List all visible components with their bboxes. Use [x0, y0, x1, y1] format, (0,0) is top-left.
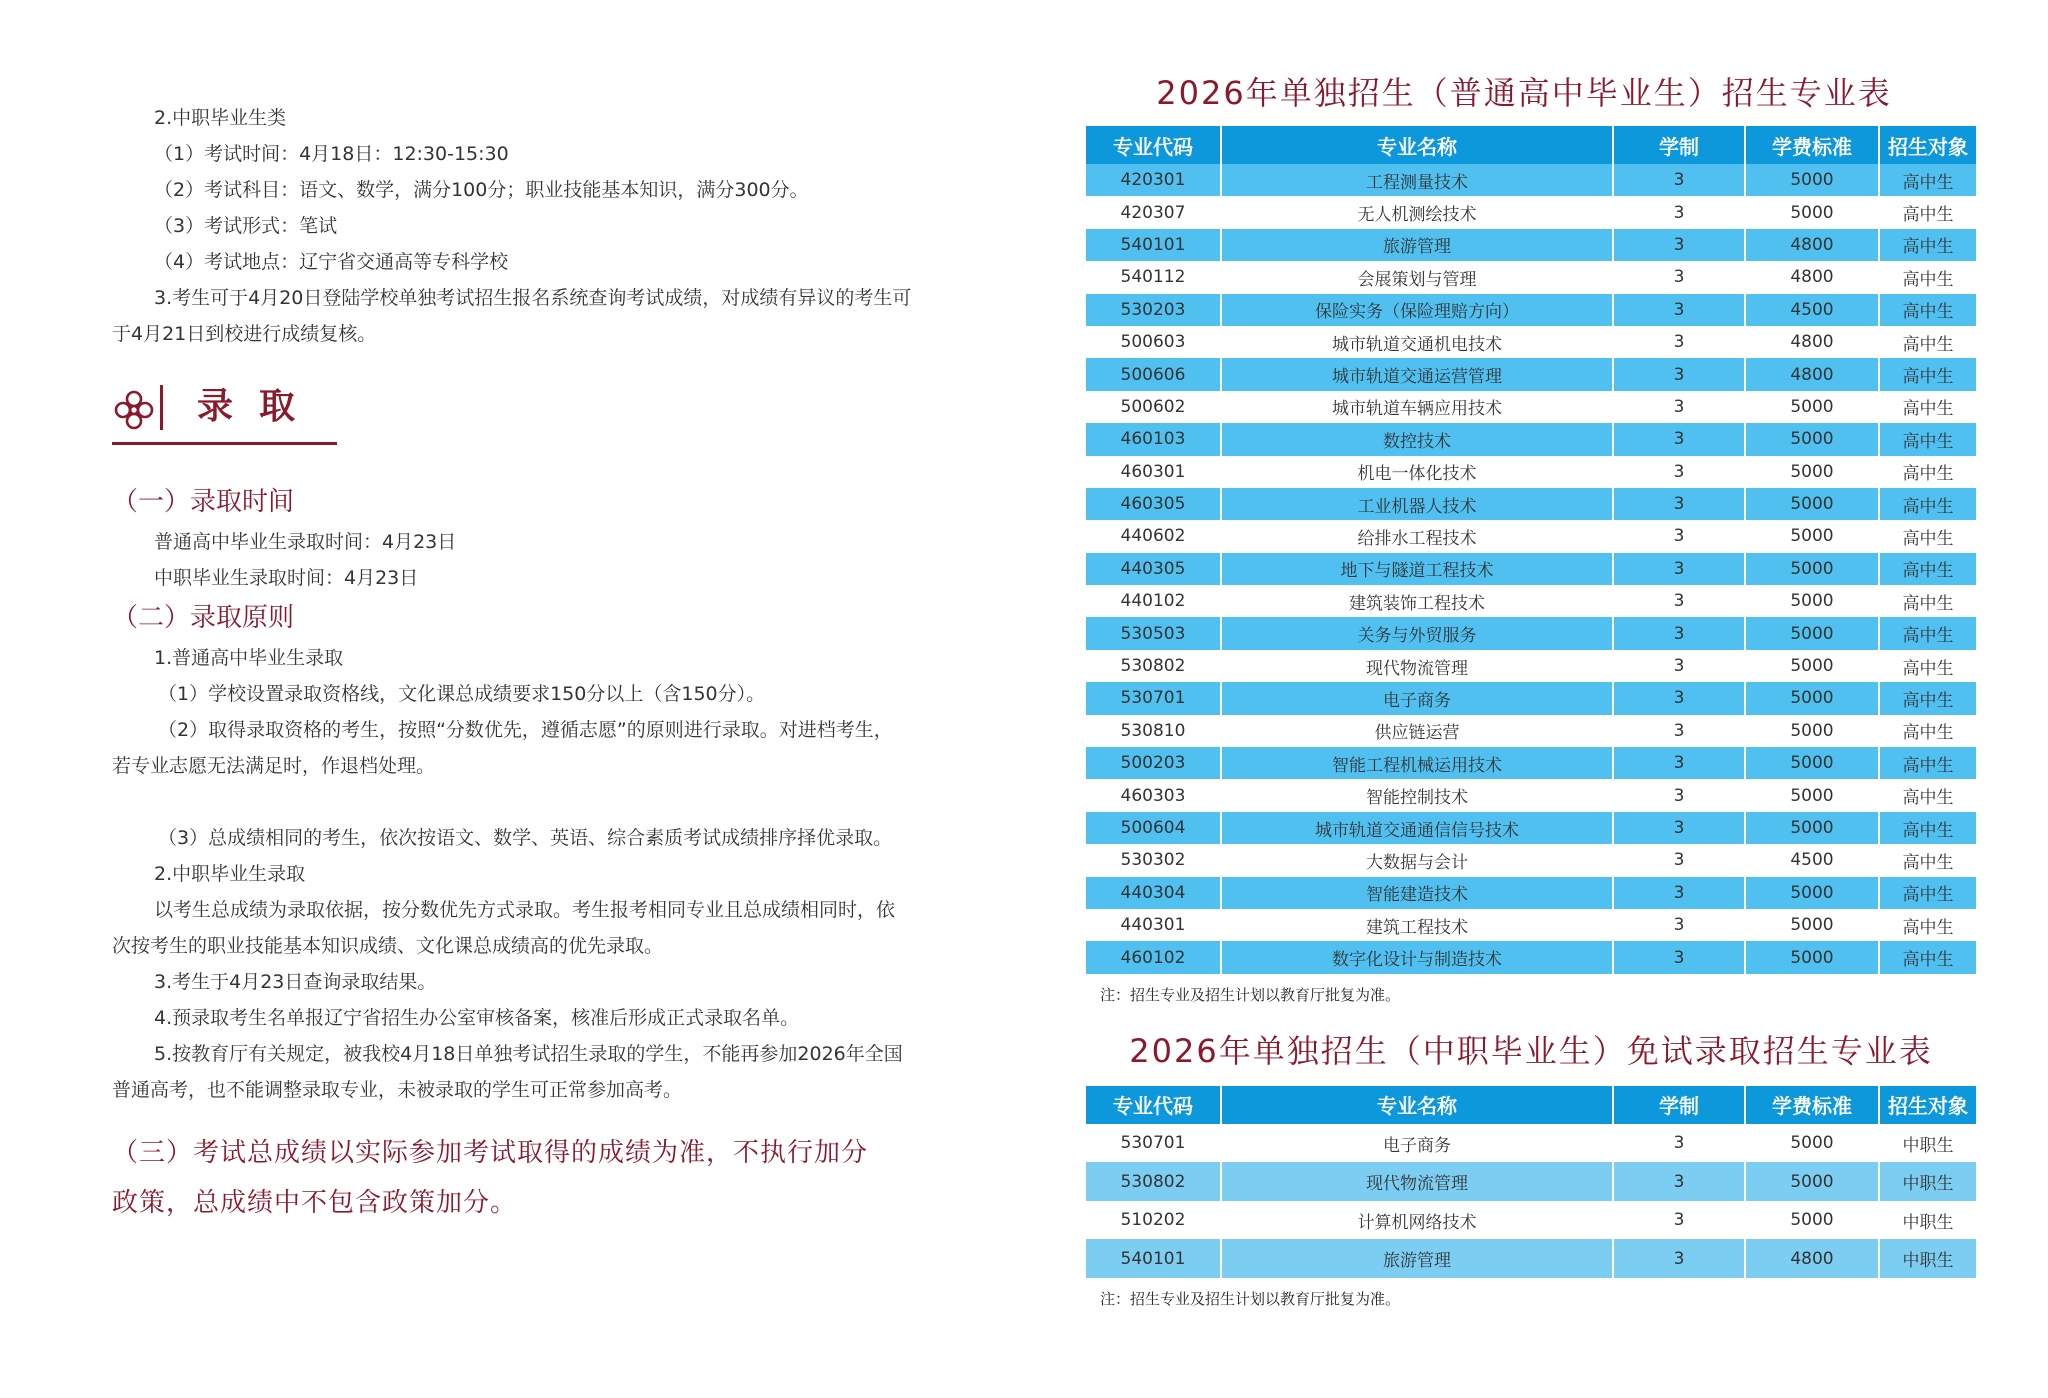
table-header: [1086, 126, 1976, 164]
table-cell: 3: [1614, 1239, 1746, 1278]
text-line: （1）学校设置录取资格线，文化课总成绩要求150分以上（含150分）。: [158, 683, 766, 705]
table-row: [1086, 1201, 1976, 1240]
table-cell: 5000: [1746, 391, 1880, 423]
table-cell: 3: [1614, 488, 1746, 520]
table-cell: 大数据与会计: [1222, 844, 1614, 876]
table-cell: 460102: [1086, 941, 1222, 973]
table-cell: 3: [1614, 747, 1746, 779]
table-row: [1086, 812, 1976, 844]
table-cell: 城市轨道交通机电技术: [1222, 326, 1614, 358]
section-divider: [160, 385, 163, 430]
table-cell: 中职生: [1902, 1174, 1954, 1195]
table-cell: 440305: [1086, 553, 1222, 585]
table-cell: 5000: [1746, 1124, 1880, 1163]
table-cell: 510202: [1086, 1201, 1222, 1240]
table-cell: 530701: [1086, 1124, 1222, 1163]
section-title: 录取: [197, 386, 322, 427]
table-cell: 现代物流管理: [1222, 650, 1614, 682]
table-cell: 5000: [1746, 812, 1880, 844]
table-cell: 3: [1614, 1201, 1746, 1240]
table-cell: 5000: [1746, 488, 1880, 520]
table-cell: 500606: [1086, 358, 1222, 390]
table-row: [1086, 682, 1976, 714]
table-cell: 420307: [1086, 196, 1222, 228]
program-table-vocational: [1086, 1086, 1976, 1278]
table-cell: 4800: [1746, 261, 1880, 293]
exam-line: （4）考试地点：辽宁省交通高等专科学校: [154, 251, 509, 273]
table-row: [1086, 747, 1976, 779]
table-cell: 3: [1614, 844, 1746, 876]
table-cell: 高中生: [1902, 820, 1954, 841]
text-line: 3.考生于4月23日查询录取结果。: [154, 971, 437, 993]
table-cell: 智能建造技术: [1222, 877, 1614, 909]
policy-note: 政策，总成绩中不包含政策加分。: [112, 1188, 518, 1218]
table-cell: 高中生: [1902, 302, 1954, 323]
table-cell: 高中生: [1902, 528, 1954, 549]
table-cell: 3: [1614, 520, 1746, 552]
table-cell: 智能控制技术: [1222, 779, 1614, 811]
table-cell: 高中生: [1902, 950, 1954, 971]
text-line: 以考生总成绩为录取依据，按分数优先方式录取。考生报考相同专业且总成绩相同时，依: [154, 899, 896, 921]
table-cell: 5000: [1746, 585, 1880, 617]
text-line: （3）总成绩相同的考生，依次按语文、数学、英语、综合素质考试成绩排序择优录取。: [158, 827, 893, 849]
table-cell: 420301: [1086, 164, 1222, 196]
table-cell: 城市轨道车辆应用技术: [1222, 391, 1614, 423]
table-cell: 高中生: [1902, 755, 1954, 776]
table-header: [1086, 1086, 1976, 1124]
table-cell: 中职生: [1902, 1251, 1954, 1272]
table-cell: 5000: [1746, 196, 1880, 228]
table-cell: 5000: [1746, 617, 1880, 649]
table-cell: 高中生: [1902, 399, 1954, 420]
table-cell: 3: [1614, 294, 1746, 326]
table-cell: 高中生: [1902, 464, 1954, 485]
table-cell: 高中生: [1902, 852, 1954, 873]
table-cell: 530810: [1086, 715, 1222, 747]
table-cell: 4800: [1746, 229, 1880, 261]
table-row: [1086, 1239, 1976, 1278]
table-cell: 3: [1614, 585, 1746, 617]
table-cell: 500604: [1086, 812, 1222, 844]
table-cell: 3: [1614, 617, 1746, 649]
table-cell: 5000: [1746, 747, 1880, 779]
table-cell: 4800: [1746, 326, 1880, 358]
table-cell: 440102: [1086, 585, 1222, 617]
section-underline: [112, 442, 337, 445]
table-cell: 5000: [1746, 164, 1880, 196]
policy-note: （三）考试总成绩以实际参加考试取得的成绩为准，不执行加分: [112, 1138, 869, 1168]
header-cell: 学制: [1614, 126, 1746, 164]
table-cell: 3: [1614, 391, 1746, 423]
table-cell: 高中生: [1902, 367, 1954, 388]
header-cell: 专业代码: [1086, 1086, 1222, 1124]
table-cell: 540101: [1086, 1239, 1222, 1278]
table-title: 2026年单独招生（中职毕业生）免试录取招生专业表: [1129, 1031, 1933, 1070]
table-cell: 3: [1614, 196, 1746, 228]
table-cell: 高中生: [1902, 269, 1954, 290]
table-cell: 3: [1614, 1162, 1746, 1201]
text-line: 1.普通高中毕业生录取: [154, 647, 344, 669]
table-cell: 5000: [1746, 909, 1880, 941]
table-cell: 中职生: [1902, 1212, 1954, 1233]
table-cell: 460301: [1086, 456, 1222, 488]
table-cell: 460303: [1086, 779, 1222, 811]
table-cell: 高中生: [1902, 723, 1954, 744]
table-cell: 3: [1614, 682, 1746, 714]
table-cell: 3: [1614, 877, 1746, 909]
table-cell: 保险实务（保险理赔方向）: [1222, 294, 1614, 326]
table-row: [1086, 650, 1976, 682]
table-cell: 500603: [1086, 326, 1222, 358]
table-cell: 无人机测绘技术: [1222, 196, 1614, 228]
table-cell: 智能工程机械运用技术: [1222, 747, 1614, 779]
table-row: [1086, 909, 1976, 941]
table-cell: 建筑工程技术: [1222, 909, 1614, 941]
table-cell: 现代物流管理: [1222, 1162, 1614, 1201]
text-line: 若专业志愿无法满足时，作退档处理。: [112, 755, 436, 777]
table-cell: 530802: [1086, 1162, 1222, 1201]
table-cell: 440602: [1086, 520, 1222, 552]
table-cell: 关务与外贸服务: [1222, 617, 1614, 649]
table-cell: 440304: [1086, 877, 1222, 909]
table-cell: 数控技术: [1222, 423, 1614, 455]
table-cell: 电子商务: [1222, 682, 1614, 714]
table-cell: 3: [1614, 941, 1746, 973]
table-cell: 4800: [1746, 1239, 1880, 1278]
table-cell: 机电一体化技术: [1222, 456, 1614, 488]
exam-line: （1）考试时间：4月18日：12:30-15:30: [154, 143, 509, 165]
table-cell: 3: [1614, 909, 1746, 941]
exam-line: （2）考试科目：语文、数学，满分100分；职业技能基本知识，满分300分。: [154, 179, 809, 201]
table-cell: 3: [1614, 650, 1746, 682]
subsection-title: （一）录取时间: [112, 487, 295, 517]
table-cell: 高中生: [1902, 205, 1954, 226]
table-row: [1086, 520, 1976, 552]
table-cell: 3: [1614, 715, 1746, 747]
header-cell: 招生对象: [1888, 1094, 1968, 1119]
table-cell: 4800: [1746, 358, 1880, 390]
table-cell: 5000: [1746, 682, 1880, 714]
table-row: [1086, 261, 1976, 293]
table-cell: 会展策划与管理: [1222, 261, 1614, 293]
exam-line: （3）考试形式：笔试: [154, 215, 338, 237]
table-cell: 500602: [1086, 391, 1222, 423]
table-cell: 530302: [1086, 844, 1222, 876]
table-cell: 4500: [1746, 294, 1880, 326]
header-cell: 专业名称: [1222, 1086, 1614, 1124]
table-cell: 4500: [1746, 844, 1880, 876]
table-row: [1086, 326, 1976, 358]
table-row: [1086, 877, 1976, 909]
table-row: [1086, 941, 1976, 973]
table-cell: 5000: [1746, 423, 1880, 455]
section-header: [112, 380, 942, 450]
table-cell: 高中生: [1902, 431, 1954, 452]
table-cell: 城市轨道交通运营管理: [1222, 358, 1614, 390]
header-cell: 专业名称: [1222, 126, 1614, 164]
text-line: 2.中职毕业生录取: [154, 863, 306, 885]
table-cell: 工程测量技术: [1222, 164, 1614, 196]
table-row: [1086, 844, 1976, 876]
table-cell: 5000: [1746, 877, 1880, 909]
text-line: 5.按教育厅有关规定，被我校4月18日单独考试招生录取的学生，不能再参加2026年全国: [154, 1043, 903, 1065]
table-row: [1086, 779, 1976, 811]
table-cell: 3: [1614, 1124, 1746, 1163]
table-cell: 给排水工程技术: [1222, 520, 1614, 552]
table-cell: 3: [1614, 358, 1746, 390]
table-cell: 高中生: [1902, 334, 1954, 355]
table-note: 注：招生专业及招生计划以教育厅批复为准。: [1100, 985, 1401, 1004]
right-column: [1086, 70, 1976, 1310]
table-cell: 540101: [1086, 229, 1222, 261]
table-cell: 5000: [1746, 456, 1880, 488]
table-row: [1086, 585, 1976, 617]
header-cell: 招生对象: [1888, 134, 1968, 159]
exam-line: 2.中职毕业生类: [154, 107, 287, 129]
table-cell: 工业机器人技术: [1222, 488, 1614, 520]
table-row: [1086, 229, 1976, 261]
table-cell: 高中生: [1902, 788, 1954, 809]
table-cell: 计算机网络技术: [1222, 1201, 1614, 1240]
exam-line: 于4月21日到校进行成绩复核。: [112, 323, 377, 345]
table-cell: 旅游管理: [1222, 1239, 1614, 1278]
text-line: 普通高考，也不能调整录取专业，未被录取的学生可正常参加高考。: [112, 1079, 683, 1101]
table-cell: 3: [1614, 779, 1746, 811]
table-row: [1086, 488, 1976, 520]
text-line: 4.预录取考生名单报辽宁省招生办公室审核备案，核准后形成正式录取名单。: [154, 1007, 800, 1029]
table-cell: 5000: [1746, 1162, 1880, 1201]
table-cell: 3: [1614, 229, 1746, 261]
table-cell: 建筑装饰工程技术: [1222, 585, 1614, 617]
table-row: [1086, 196, 1976, 228]
table-cell: 3: [1614, 423, 1746, 455]
table-cell: 5000: [1746, 553, 1880, 585]
table-note: 注：招生专业及招生计划以教育厅批复为准。: [1100, 1289, 1401, 1308]
text-line: （2）取得录取资格的考生，按照“分数优先，遵循志愿”的原则进行录取。对进档考生，: [158, 719, 893, 741]
text-line: 中职毕业生录取时间：4月23日: [154, 567, 419, 589]
table-cell: 高中生: [1902, 237, 1954, 258]
table-row: [1086, 617, 1976, 649]
table-cell: 旅游管理: [1222, 229, 1614, 261]
table-cell: 3: [1614, 812, 1746, 844]
text-line: 普通高中毕业生录取时间：4月23日: [154, 531, 457, 553]
header-cell: 专业代码: [1086, 126, 1222, 164]
table-cell: 5000: [1746, 1201, 1880, 1240]
table-cell: 高中生: [1902, 885, 1954, 906]
header-cell: 学费标准: [1746, 1086, 1880, 1124]
header-cell: 学费标准: [1746, 126, 1880, 164]
table-cell: 530503: [1086, 617, 1222, 649]
program-table-highschool: [1086, 126, 1976, 974]
table-cell: 460103: [1086, 423, 1222, 455]
text-line: 次按考生的职业技能基本知识成绩、文化课总成绩高的优先录取。: [112, 935, 664, 957]
table-row: [1086, 553, 1976, 585]
table-cell: 3: [1614, 553, 1746, 585]
table-row: [1086, 294, 1976, 326]
table-cell: 高中生: [1902, 593, 1954, 614]
table-cell: 高中生: [1902, 917, 1954, 938]
table-cell: 地下与隧道工程技术: [1222, 553, 1614, 585]
table-cell: 中职生: [1902, 1135, 1954, 1156]
table-row: [1086, 1162, 1976, 1201]
table-cell: 高中生: [1902, 561, 1954, 582]
table-row: [1086, 456, 1976, 488]
flower-knot-icon: [112, 388, 156, 432]
table-cell: 5000: [1746, 779, 1880, 811]
table-row: [1086, 423, 1976, 455]
table-cell: 城市轨道交通通信信号技术: [1222, 812, 1614, 844]
table-cell: 电子商务: [1222, 1124, 1614, 1163]
table-cell: 数字化设计与制造技术: [1222, 941, 1614, 973]
table-cell: 5000: [1746, 650, 1880, 682]
table-cell: 460305: [1086, 488, 1222, 520]
table-cell: 3: [1614, 261, 1746, 293]
table-cell: 530203: [1086, 294, 1222, 326]
table-row: [1086, 715, 1976, 747]
table-cell: 540112: [1086, 261, 1222, 293]
table-cell: 3: [1614, 164, 1746, 196]
table-title: 2026年单独招生（普通高中毕业生）招生专业表: [1156, 74, 1892, 112]
table-row: [1086, 164, 1976, 196]
table-cell: 高中生: [1902, 658, 1954, 679]
table-cell: 3: [1614, 326, 1746, 358]
table-cell: 5000: [1746, 941, 1880, 973]
exam-line: 3.考生可于4月20日登陆学校单独考试招生报名系统查询考试成绩，对成绩有异议的考生可: [154, 287, 912, 309]
table-row: [1086, 358, 1976, 390]
table-cell: 530701: [1086, 682, 1222, 714]
header-cell: 学制: [1614, 1086, 1746, 1124]
table-cell: 高中生: [1902, 496, 1954, 517]
table-cell: 440301: [1086, 909, 1222, 941]
table-row: [1086, 1124, 1976, 1163]
table-cell: 5000: [1746, 715, 1880, 747]
table-cell: 高中生: [1902, 626, 1954, 647]
table-cell: 高中生: [1902, 172, 1954, 193]
table-cell: 5000: [1746, 520, 1880, 552]
table-cell: 高中生: [1902, 690, 1954, 711]
table-row: [1086, 391, 1976, 423]
table-cell: 500203: [1086, 747, 1222, 779]
table-cell: 3: [1614, 456, 1746, 488]
table-cell: 供应链运营: [1222, 715, 1614, 747]
left-column: [112, 100, 942, 1228]
subsection-title: （二）录取原则: [112, 603, 295, 633]
table-cell: 530802: [1086, 650, 1222, 682]
